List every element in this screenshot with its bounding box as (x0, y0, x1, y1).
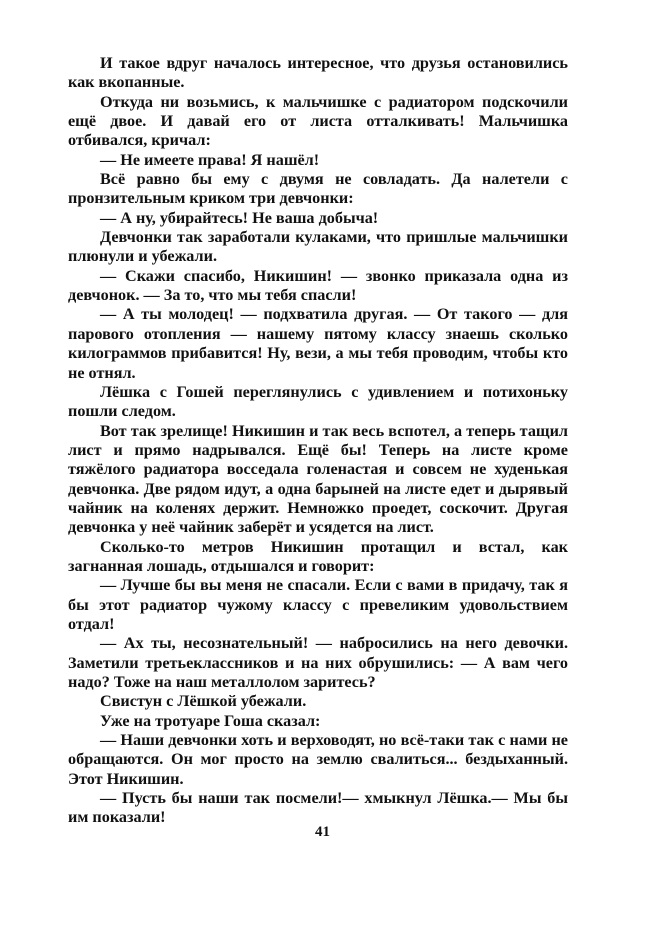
paragraph: Лёшка с Гошей переглянулись с удивлением и потихоньку пошли следом. (68, 382, 568, 421)
book-page-text (68, 54, 568, 828)
paragraph: И такое вдруг началось интересное, что друзья остановились как вкопанные. (68, 54, 568, 92)
paragraph: Свистун с Лёшкой убежали. (100, 692, 307, 711)
paragraph: Сколько-то метров Никишин протащил и встал, как загнанная лошадь, отдышался и говорит: (68, 537, 568, 575)
paragraph: — Ах ты, несознательный! — набросились на него девочки. Заметили третьеклассников и на них обрушились: — А вам чего надо? Тоже на наш металлолом заритесь? (68, 634, 568, 691)
paragraph: — Пусть бы наши так посмели!— хмыкнул Лёшка.— Мы бы им показали! (68, 789, 568, 827)
page-number: 41 (315, 824, 330, 840)
paragraph: — Не имеете права! Я нашёл! (100, 150, 320, 169)
paragraph: — А ну, убирайтесь! Не ваша добыча! (100, 208, 379, 227)
paragraph: Откуда ни возьмись, к мальчишке с радиатором подскочили ещё двое. И давай его от листа отталкивать! Мальчишка отбивался, кричал: (68, 92, 568, 150)
paragraph: — Лучше бы вы меня не спасали. Если с вами в придачу, так я бы этот радиатор чужому классу с превеликим удовольствием отдал! (68, 576, 568, 633)
paragraph: Девчонки так заработали кулаками, что пришлые мальчишки плюнули и убежали. (68, 228, 568, 266)
paragraph: Всё равно бы ему с двумя не совладать. Да налетели с пронзительным криком три девчонки: (68, 170, 568, 208)
paragraph: — А ты молодец! — подхватила другая. — От такого — для парового отопления — нашему пятому классу знаешь сколько килограммов прибавится! Ну, вези, а мы тебя проводим, чтобы кто не отнял. (68, 305, 568, 382)
paragraph: — Наши девчонки хоть и верховодят, но всё-таки так с нами не обращаются. Он мог просто на землю свалиться... бездыханный. Этот Никишин. (68, 731, 568, 788)
paragraph: Вот так зрелище! Никишин и так весь вспотел, а теперь тащил лист и прямо надрывался. Ещё бы! Теперь на листе кроме тяжёлого радиатора восседала голенастая и совсем не худенькая девчонка. Две рядом идут, а одна барыней на листе едет и дырявый чайник на коленях держит. Немножко проедет, соскочит. Другая девчонка у неё чайник заберёт и усядется на лист. (68, 421, 568, 537)
paragraph: Уже на тротуаре Гоша сказал: (100, 711, 321, 730)
paragraph: — Скажи спасибо, Никишин! — звонко приказала одна из девчонок. — За то, что мы тебя спасли! (68, 266, 568, 305)
